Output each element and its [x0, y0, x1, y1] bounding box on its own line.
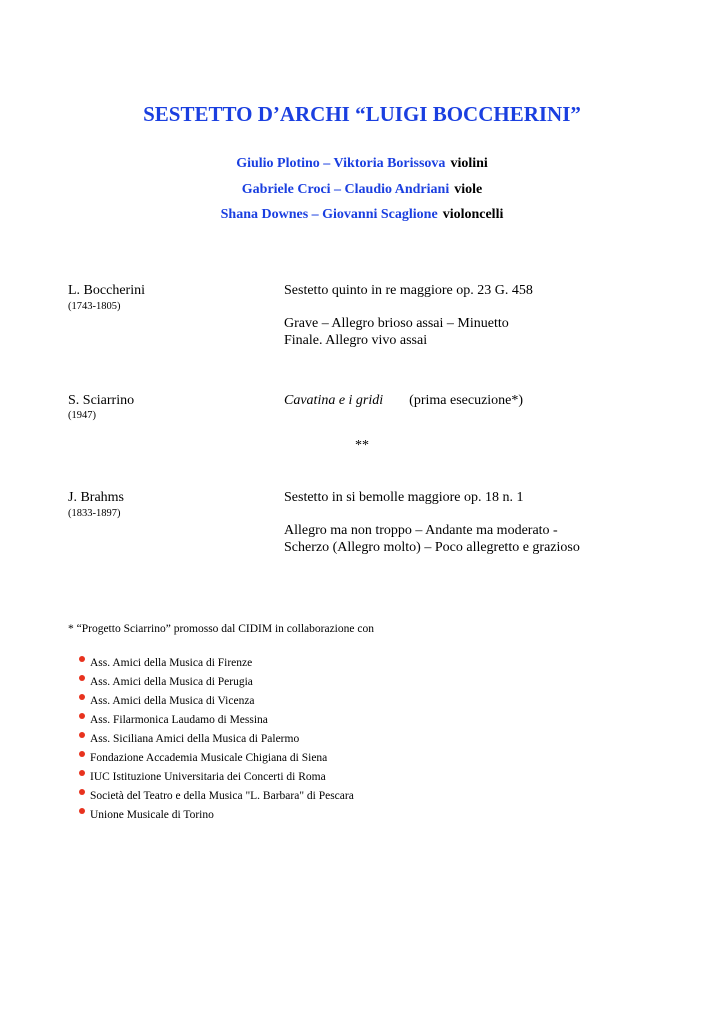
performer-names: Gabriele Croci – Claudio Andriani	[241, 182, 450, 197]
list-item	[76, 712, 354, 731]
bullet-icon	[79, 656, 85, 662]
work-title-line	[284, 393, 523, 409]
bullet-icon	[79, 732, 85, 738]
composer-dates: (1743-1805)	[68, 301, 121, 312]
association-name: Società del Teatro e della Musica "L. Barbara" di Pescara	[90, 790, 354, 802]
list-item	[76, 750, 354, 769]
work-title: Sestetto quinto in re maggiore op. 23 G. 458	[284, 283, 533, 298]
list-item	[76, 788, 354, 807]
bullet-icon	[79, 694, 85, 700]
association-name: Ass. Amici della Musica di Firenze	[90, 657, 253, 669]
work-movements: Grave – Allegro brioso assai – Minuetto	[284, 316, 509, 331]
association-list	[76, 655, 354, 826]
bullet-icon	[79, 675, 85, 681]
association-name: Ass. Filarmonica Laudamo di Messina	[90, 714, 268, 726]
association-name: Unione Musicale di Torino	[90, 809, 214, 821]
performer-line-cellos	[0, 207, 724, 223]
composer-name: L. Boccherini	[68, 283, 145, 298]
premiere-note: (prima esecuzione*)	[409, 393, 524, 408]
footnote: * “Progetto Sciarrino” promosso dal CIDIM in collaborazione con	[68, 623, 374, 635]
work-movements: Allegro ma non troppo – Andante ma moderato -	[284, 523, 558, 538]
performer-instrument: viole	[454, 182, 483, 197]
association-name: Ass. Amici della Musica di Vicenza	[90, 695, 255, 707]
association-name: Ass. Amici della Musica di Perugia	[90, 676, 253, 688]
bullet-icon	[79, 713, 85, 719]
bullet-icon	[79, 770, 85, 776]
association-name: Ass. Siciliana Amici della Musica di Palermo	[90, 733, 300, 745]
association-name: IUC Istituzione Universitaria dei Concerti di Roma	[90, 771, 326, 783]
performer-line-violins	[0, 156, 724, 172]
bullet-icon	[79, 808, 85, 814]
performer-names: Shana Downes – Giovanni Scaglione	[220, 207, 438, 222]
work-title: Cavatina e i gridi	[284, 393, 384, 408]
composer-name: J. Brahms	[68, 490, 124, 505]
work-movements: Finale. Allegro vivo assai	[284, 333, 428, 348]
bullet-icon	[79, 751, 85, 757]
performer-names: Giulio Plotino – Viktoria Borissova	[236, 156, 446, 171]
work-movements: Scherzo (Allegro molto) – Poco allegretto e grazioso	[284, 540, 580, 555]
list-item	[76, 674, 354, 693]
list-item	[76, 769, 354, 788]
section-separator: **	[355, 438, 369, 453]
composer-dates: (1833-1897)	[68, 508, 121, 519]
performer-instrument: violini	[450, 156, 488, 171]
list-item	[76, 807, 354, 826]
list-item	[76, 693, 354, 712]
bullet-icon	[79, 789, 85, 795]
work-title: Sestetto in si bemolle maggiore op. 18 n. 1	[284, 490, 524, 505]
composer-name: S. Sciarrino	[68, 393, 135, 408]
performer-line-violas	[0, 182, 724, 198]
page-title: SESTETTO D’ARCHI “LUIGI BOCCHERINI”	[143, 102, 581, 126]
list-item	[76, 731, 354, 750]
composer-dates: (1947)	[68, 410, 96, 421]
association-name: Fondazione Accademia Musicale Chigiana di Siena	[90, 752, 328, 764]
performer-instrument: violoncelli	[442, 207, 504, 222]
list-item	[76, 655, 354, 674]
